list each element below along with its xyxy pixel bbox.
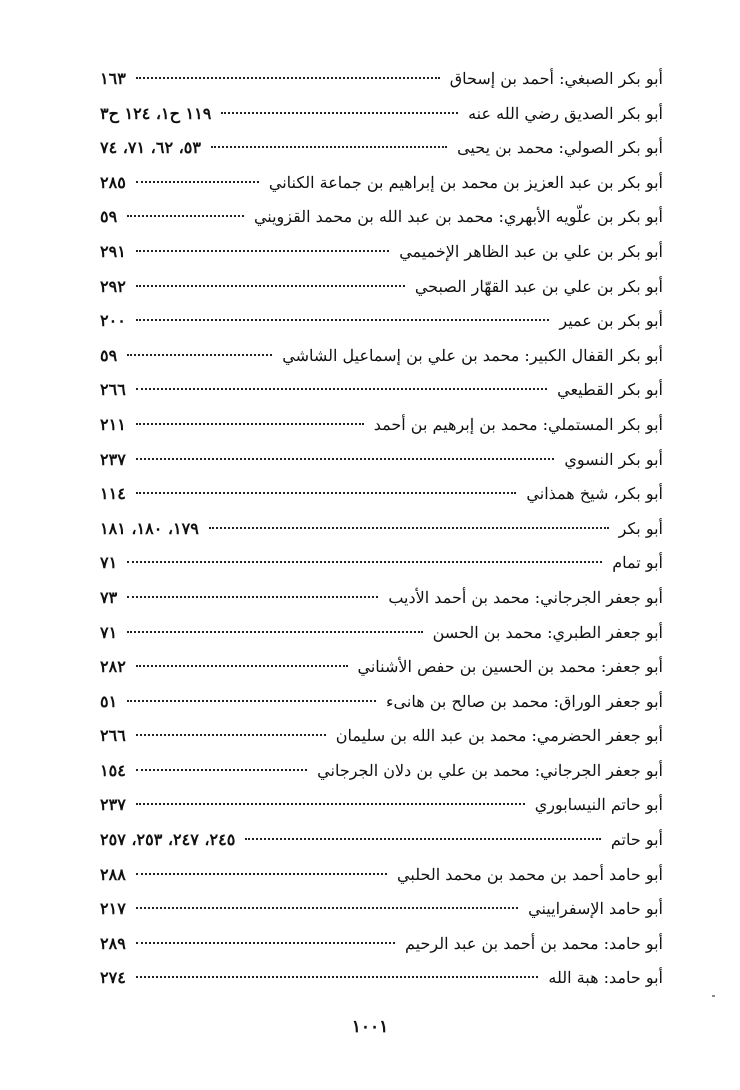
index-entry [100, 512, 663, 547]
scan-speck [712, 995, 715, 997]
dot-leader [136, 423, 364, 425]
entry-name: أبو بكر الصولي: محمد بن يحيى [457, 138, 663, 158]
index-entry [100, 304, 663, 339]
dot-leader [136, 942, 395, 944]
entry-pages: ٢٨٢ [100, 657, 126, 677]
entry-name: أبو بكر [618, 518, 663, 538]
entry-name: أبو حاتم النيسابوري [534, 795, 663, 815]
index-entry [100, 685, 663, 720]
entry-pages: ٥١ [100, 691, 118, 711]
dot-leader [245, 838, 601, 840]
index-entry [100, 823, 663, 858]
dot-leader [136, 769, 307, 771]
entry-pages: ٢٩١ [100, 241, 126, 261]
entry-name: أبو بكر بن عمير [559, 311, 663, 331]
index-entry [100, 616, 663, 651]
dot-leader [127, 561, 602, 563]
entry-pages: ١٧٩، ١٨٠، ١٨١ [100, 518, 199, 538]
entry-name: أبو بكر الصديق رضي الله عنه [468, 103, 663, 123]
dot-leader [221, 112, 458, 114]
entry-pages: ٥٣، ٦٢، ٧١، ٧٤ [100, 138, 201, 158]
entry-name: أبو حامد أحمد بن محمد بن محمد الحلبي [397, 864, 663, 884]
entry-pages: ٧١ [100, 622, 118, 642]
entry-pages: ٢٩٢ [100, 276, 126, 296]
entry-name: أبو حامد الإسفراييني [528, 899, 663, 919]
entry-pages: ٢٧٤ [100, 968, 126, 988]
dot-leader [136, 492, 517, 494]
index-entry [100, 339, 663, 374]
entry-pages: ٢٦٦ [100, 380, 126, 400]
dot-leader [136, 77, 440, 79]
entry-name: أبو حامد: محمد بن أحمد بن عبد الرحيم [405, 933, 663, 953]
dot-leader [127, 354, 272, 356]
dot-leader [127, 596, 378, 598]
index-entry [100, 62, 663, 97]
entry-name: أبو جعفر: محمد بن الحسين بن حفص الأشناني [357, 657, 663, 677]
dot-leader [209, 527, 609, 529]
entry-pages: ٢٣٧ [100, 449, 126, 469]
entry-pages: ٢٨٥ [100, 172, 126, 192]
entry-pages: ٥٩ [100, 345, 118, 365]
dot-leader [136, 907, 518, 909]
entry-name: أبو حامد: هبة الله [548, 968, 663, 988]
dot-leader [136, 734, 326, 736]
entry-pages: ٢٤٥، ٢٤٧، ٢٥٣، ٢٥٧ [100, 830, 236, 850]
entry-pages: ١٥٤ [100, 760, 126, 780]
index-entry [100, 858, 663, 893]
dot-leader [136, 803, 525, 805]
dot-leader [136, 319, 550, 321]
index-entry [100, 961, 663, 996]
entry-name: أبو جعفر الحضرمي: محمد بن عبد الله بن سليمان [335, 726, 663, 746]
dot-leader [136, 388, 547, 390]
entry-name: أبو بكر بن علّويه الأبهري: محمد بن عبد الله بن محمد القزويني [253, 207, 663, 227]
index-entry [100, 373, 663, 408]
entry-name: أبو جعفر الطبري: محمد بن الحسن [432, 622, 663, 642]
index-entry [100, 408, 663, 443]
dot-leader [136, 873, 387, 875]
entry-pages: ٧١ [100, 553, 118, 573]
entry-name: أبو جعفر الجرجاني: محمد بن علي بن دلان الجرجاني [317, 760, 663, 780]
entry-pages: ٢٣٧ [100, 795, 126, 815]
dot-leader [136, 665, 348, 667]
entry-name: أبو جعفر الوراق: محمد بن صالح بن هانىء [386, 691, 663, 711]
entry-name: أبو بكر القطيعي [557, 380, 663, 400]
entry-name: أبو حاتم [610, 830, 663, 850]
dot-leader [136, 250, 389, 252]
index-entry [100, 754, 663, 789]
entry-name: أبو تمام [612, 553, 663, 573]
dot-leader [136, 285, 405, 287]
index-entry [100, 270, 663, 305]
index-entry [100, 788, 663, 823]
index-entry [100, 892, 663, 927]
index-list [100, 62, 663, 996]
index-entry [100, 200, 663, 235]
page-number: ١٠٠١ [351, 1017, 389, 1037]
entry-pages: ٢١١ [100, 414, 126, 434]
dot-leader [136, 181, 259, 183]
entry-pages: ٢٨٩ [100, 933, 126, 953]
index-entry [100, 97, 663, 132]
index-entry [100, 443, 663, 478]
index-entry [100, 650, 663, 685]
dot-leader [127, 700, 376, 702]
index-entry [100, 477, 663, 512]
index-entry [100, 166, 663, 201]
index-entry [100, 235, 663, 270]
index-entry [100, 581, 663, 616]
dot-leader [211, 146, 447, 148]
entry-pages: ٢٠٠ [100, 311, 126, 331]
dot-leader [127, 215, 244, 217]
entry-name: أبو بكر، شيخ همذاني [526, 484, 663, 504]
index-entry [100, 719, 663, 754]
index-entry [100, 927, 663, 962]
entry-name: أبو بكر بن علي بن عبد الظاهر الإخميمي [399, 241, 663, 261]
entry-pages: ٢١٧ [100, 899, 126, 919]
entry-name: أبو بكر الصبغي: أحمد بن إسحاق [449, 69, 663, 88]
dot-leader [127, 631, 422, 633]
entry-name: أبو جعفر الجرجاني: محمد بن أحمد الأديب [388, 587, 663, 607]
entry-name: أبو بكر المستملي: محمد بن إبرهيم بن أحمد [373, 414, 663, 434]
index-entry [100, 131, 663, 166]
entry-name: أبو بكر النسوي [564, 449, 663, 469]
entry-pages: ٥٩ [100, 207, 118, 227]
index-entry [100, 546, 663, 581]
entry-pages: ١٦٣ [100, 69, 126, 88]
dot-leader [136, 976, 539, 978]
entry-name: أبو بكر القفال الكبير: محمد بن علي بن إسماعيل الشاشي [282, 345, 663, 365]
entry-pages: ٢٨٨ [100, 864, 126, 884]
entry-pages: ٢٦٦ [100, 726, 126, 746]
entry-name: أبو بكر بن علي بن عبد القهّار الصبحي [414, 276, 663, 296]
entry-pages: ١١٩ ح١، ١٢٤ ح٣ [100, 103, 212, 123]
dot-leader [136, 458, 555, 460]
entry-pages: ٧٣ [100, 587, 118, 607]
entry-pages: ١١٤ [100, 484, 126, 504]
entry-name: أبو بكر بن عبد العزيز بن محمد بن إبراهيم بن جماعة الكناني [268, 172, 663, 192]
